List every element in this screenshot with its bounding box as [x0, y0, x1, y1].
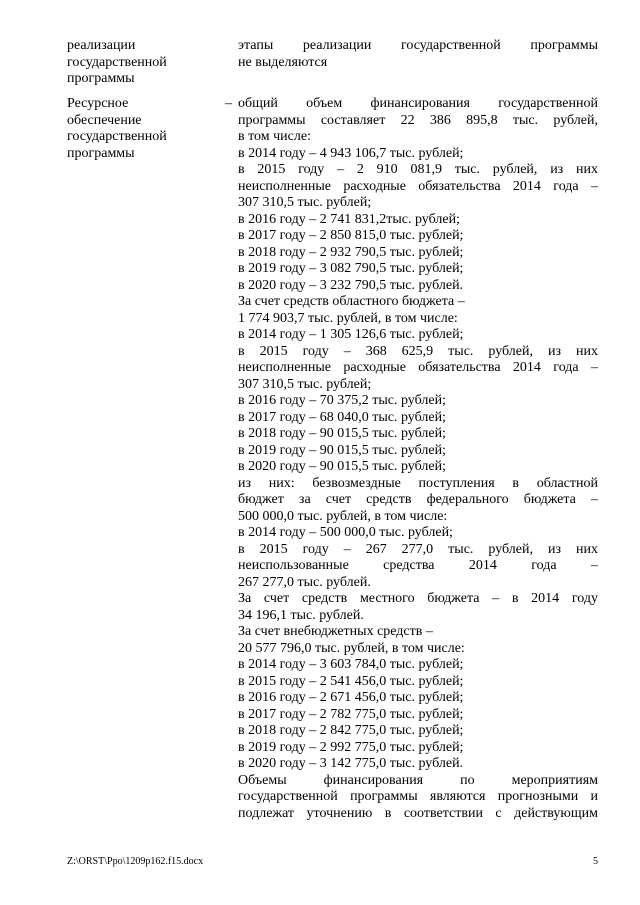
content-line: неисполненные расходные обязательства 2014 года –	[238, 360, 598, 375]
label-line: Ресурсное	[67, 96, 129, 111]
content-line: в 2015 году – 368 625,9 тыс. рублей, из них	[238, 343, 598, 359]
content-line: бюджет за счет средств федерального бюджета –	[238, 492, 598, 507]
content-line: из них: безвозмездные поступления в областной	[238, 475, 598, 491]
content-line: в 2018 году – 90 015,5 тыс. рублей;	[238, 426, 446, 441]
content-line: программы составляет 22 386 895,8 тыс. рублей,	[238, 112, 598, 128]
content-line: в 2016 году – 2 671 456,0 тыс. рублей;	[238, 690, 464, 705]
content-line: в 2016 году – 2 741 831,2тыс. рублей;	[238, 211, 460, 227]
row-dash: –	[225, 96, 232, 111]
content-line: 500 000,0 тыс. рублей, в том числе:	[238, 508, 448, 524]
content-line: в 2020 году – 90 015,5 тыс. рублей;	[238, 459, 446, 474]
label-line: реализации	[67, 38, 136, 53]
content-line: в 2017 году – 68 040,0 тыс. рублей;	[238, 409, 446, 425]
row-label	[67, 96, 217, 162]
content-line: 307 310,5 тыс. рублей;	[238, 195, 372, 210]
content-line: 1 774 903,7 тыс. рублей, в том числе:	[238, 310, 458, 326]
content-line: 20 577 796,0 тыс. рублей, в том числе:	[238, 640, 465, 656]
content-line: этапы реализации государственной программы	[238, 38, 598, 53]
content-line: в 2020 году – 3 232 790,5 тыс. рублей.	[238, 277, 464, 293]
content-line: неиспользованные средства 2014 года –	[238, 558, 598, 573]
label-line: программы	[67, 71, 135, 86]
label-line: государственной	[67, 54, 167, 70]
content-line: в 2015 году – 2 910 081,9 тыс. рублей, из них	[238, 162, 598, 177]
content-line: в 2014 году – 500 000,0 тыс. рублей;	[238, 525, 453, 540]
content-line: в 2014 году – 1 305 126,6 тыс. рублей;	[238, 327, 464, 342]
content-line: не выделяются	[238, 54, 328, 70]
label-line: государственной	[67, 129, 167, 144]
content-line: 34 196,1 тыс. рублей.	[238, 607, 364, 623]
content-line: За счет средств местного бюджета – в 2014 году	[238, 591, 598, 606]
content-line: в 2015 году – 267 277,0 тыс. рублей, из них	[238, 541, 598, 557]
content-line: в 2019 году – 90 015,5 тыс. рублей;	[238, 442, 446, 458]
file-path: Z:\ORST\Ppo\1209p162.f15.docx	[67, 856, 204, 867]
content-line: государственной программы являются прогнозными и	[238, 789, 598, 804]
content-line: в 2017 году – 2 850 815,0 тыс. рублей;	[238, 228, 464, 243]
content-line: 267 277,0 тыс. рублей.	[238, 574, 371, 590]
content-line: в 2015 году – 2 541 456,0 тыс. рублей;	[238, 673, 464, 689]
content-line: в 2017 году – 2 782 775,0 тыс. рублей;	[238, 706, 464, 722]
content-line: в 2019 году – 3 082 790,5 тыс. рублей;	[238, 261, 464, 276]
content-line: в том числе:	[238, 129, 311, 144]
content-line: в 2014 году – 3 603 784,0 тыс. рублей;	[238, 657, 464, 672]
content-line: в 2020 году – 3 142 775,0 тыс. рублей.	[238, 756, 464, 771]
row-content	[238, 96, 598, 822]
content-line: Объемы финансирования по мероприятиям	[238, 772, 598, 788]
content-line: общий объем финансирования государственной	[238, 96, 598, 111]
row-content	[238, 38, 598, 71]
content-line: подлежат уточнению в соответствии с действующим	[238, 805, 598, 821]
content-line: в 2018 году – 2 842 775,0 тыс. рублей;	[238, 723, 464, 738]
content-line: За счет средств областного бюджета –	[238, 294, 465, 309]
content-line: в 2018 году – 2 932 790,5 тыс. рублей;	[238, 244, 464, 260]
content-line: в 2016 году – 70 375,2 тыс. рублей;	[238, 393, 446, 408]
page-number: 5	[593, 856, 598, 867]
content-line: в 2019 году – 2 992 775,0 тыс. рублей;	[238, 739, 464, 755]
content-line: За счет внебюджетных средств –	[238, 624, 433, 639]
content-line: неисполненные расходные обязательства 2014 года –	[238, 178, 598, 194]
content-line: 307 310,5 тыс. рублей;	[238, 376, 372, 392]
content-line: в 2014 году – 4 943 106,7 тыс. рублей;	[238, 145, 464, 161]
label-line: обеспечение	[67, 112, 142, 128]
row-label	[67, 38, 217, 88]
label-line: программы	[67, 145, 135, 161]
